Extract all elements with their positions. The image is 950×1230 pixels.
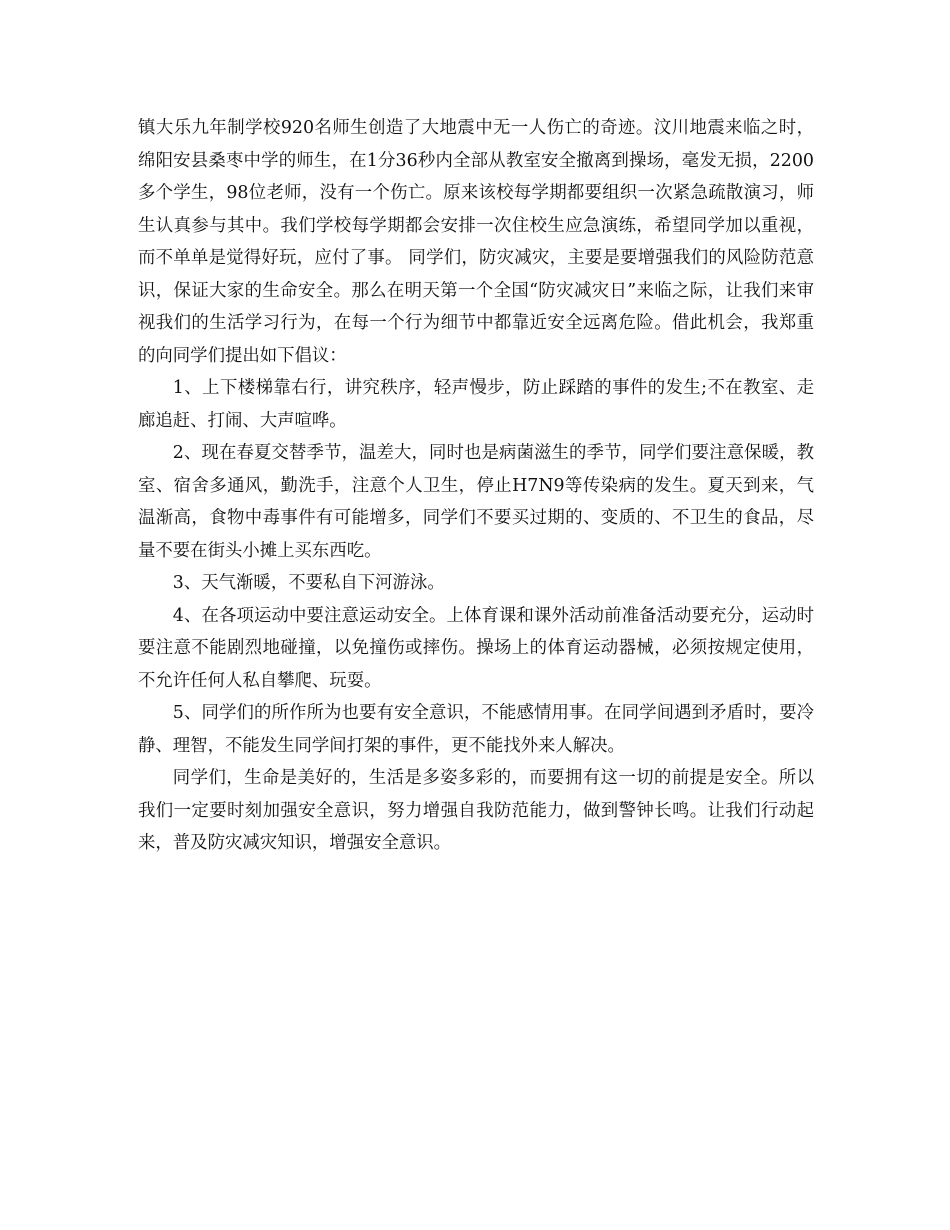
paragraph-proposal-3: 3、天气渐暖，不要私自下河游泳。 bbox=[172, 573, 445, 593]
paragraph-proposal-2: 2、现在春夏交替季节，温差大，同时也是病菌滋生的季节，同学们要注意保暖，教室、宿舍多通风，勤洗手，注意个人卫生，停止H7N9等传染病的发生。夏天到来，气温渐高，食物中毒事件有可能增多，同学们不要买过期的、变质的、不卫生的食品，尽量不要在街头小摊上买东西吃。 bbox=[138, 443, 814, 561]
paragraph-proposal-1: 1、上下楼梯靠右行，讲究秩序，轻声慢步，防止踩踏的事件的发生;不在教室、走廊追赶、打闹、大声喧哗。 bbox=[138, 378, 814, 431]
document-body bbox=[138, 112, 814, 860]
paragraph-proposal-4: 4、在各项运动中要注意运动安全。上体育课和课外活动前准备活动要充分，运动时要注意不能剧烈地碰撞，以免撞伤或摔伤。操场上的体育运动器械，必须按规定使用，不允许任何人私自攀爬、玩耍。 bbox=[138, 605, 814, 691]
paragraph-proposal-5: 5、同学们的所作所为也要有安全意识，不能感情用事。在同学间遇到矛盾时，要冷静、理智，不能发生同学间打架的事件，更不能找外来人解决。 bbox=[138, 703, 814, 756]
paragraph-intro: 镇大乐九年制学校920名师生创造了大地震中无一人伤亡的奇迹。汶川地震来临之时，绵阳安县桑枣中学的师生，在1分36秒内全部从教室安全撤离到操场，毫发无损，2200多个学生，98位老师，没有一个伤亡。原来该校每学期都要组织一次紧急疏散演习，师生认真参与其中。我们学校每学期都会安排一次住校生应急演练，希望同学加以重视，而不单单是觉得好玩，应付了事。 同学们，防灾减灾，主要是要增强我们的风险防范意识，保证大家的生命安全。那么在明天第一个全国“防灾减灾日”来临之际，让我们来审视我们的生活学习行为，在每一个行为细节中都靠近安全远离危险。借此机会，我郑重的向同学们提出如下倡议： bbox=[138, 118, 814, 366]
paragraph-conclusion: 同学们，生命是美好的，生活是多姿多彩的，而要拥有这一切的前提是安全。所以我们一定要时刻加强安全意识，努力增强自我防范能力，做到警钟长鸣。让我们行动起来，普及防灾减灾知识，增强安全意识。 bbox=[138, 768, 814, 853]
